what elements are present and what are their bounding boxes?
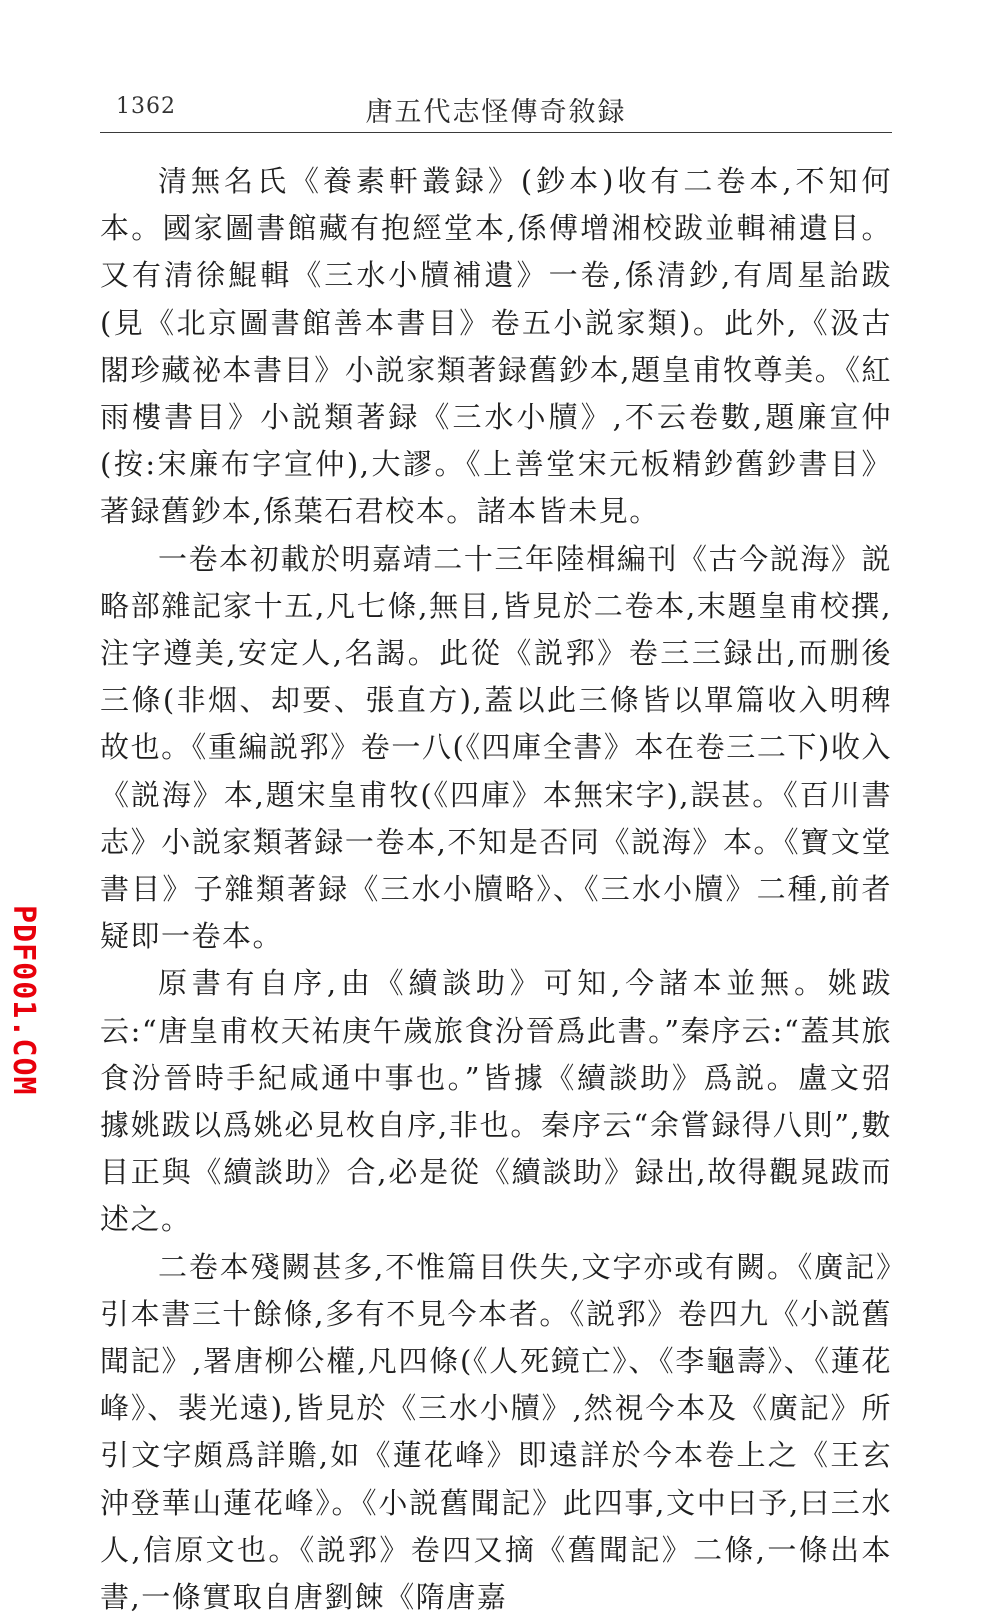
paragraph-2: 一卷本初載於明嘉靖二十三年陸楫編刊《古今説海》説略部雜記家十五,凡七條,無目,皆見於二卷本,末題皇甫校撰,注字遵美,安定人,名謁。此從《説郛》卷三三録出,而删後三條(非烟、却要、張直方),蓋以此三條皆以單篇收入明稗故也。《重編説郛》卷一八(《四庫全書》本在卷三二下)收入《説海》本,題宋皇甫牧(《四庫》本無宋字),誤甚。《百川書志》小説家類著録一卷本,不知是否同《説海》本。《寶文堂書目》子雜類著録《三水小牘略》、《三水小牘》二種,前者疑即一卷本。	[100, 541, 892, 954]
paragraph-3: 原書有自序,由《續談助》可知,今諸本並無。姚跋云:“唐皇甫枚天祐庚午歲旅食汾晉爲此書。”秦序云:“蓋其旅食汾晉時手紀咸通中事也。”皆據《續談助》爲説。盧文弨據姚跋以爲姚必見枚自序,非也。秦序云“余嘗録得八則”,數目正與《續談助》合,必是從《續談助》録出,故得觀晁跋而述之。	[100, 966, 892, 1237]
paragraph-1: 清無名氏《養素軒叢録》(鈔本)收有二卷本,不知何本。國家圖書館藏有抱經堂本,係傅增湘校跋並輯補遺目。又有清徐鯤輯《三水小牘補遺》一卷,係清鈔,有周星詒跋(見《北京圖書館善本書目》卷五小説家類)。此外,《汲古閣珍藏祕本書目》小説家類著録舊鈔本,題皇甫牧尊美。《紅雨樓書目》小説類著録《三水小牘》,不云卷數,題廉宣仲(按:宋廉布字宣仲),大謬。《上善堂宋元板精鈔舊鈔書目》著録舊鈔本,係葉石君校本。諸本皆未見。	[100, 164, 892, 529]
page-header	[100, 88, 892, 133]
body-text	[100, 158, 892, 1621]
paragraph-4: 二卷本殘闕甚多,不惟篇目佚失,文字亦或有闕。《廣記》引本書三十餘條,多有不見今本者。《説郛》卷四九《小説舊聞記》,署唐柳公權,凡四條(《人死鏡亡》、《李龜壽》、《蓮花峰》、裴光遠),皆見於《三水小牘》,然視今本及《廣記》所引文字頗爲詳贍,如《蓮花峰》即遠詳於今本卷上之《王玄沖登華山蓮花峰》。《小説舊聞記》此四事,文中曰予,曰三水人,信原文也。《説郛》卷四又摘《舊聞記》二條,一條出本書,一條實取自唐劉餗《隋唐嘉	[100, 1249, 892, 1615]
page-number: 1362	[116, 94, 176, 119]
watermark: PDF001.COM	[6, 905, 41, 1096]
running-title: 唐五代志怪傳奇敘録	[365, 97, 627, 128]
